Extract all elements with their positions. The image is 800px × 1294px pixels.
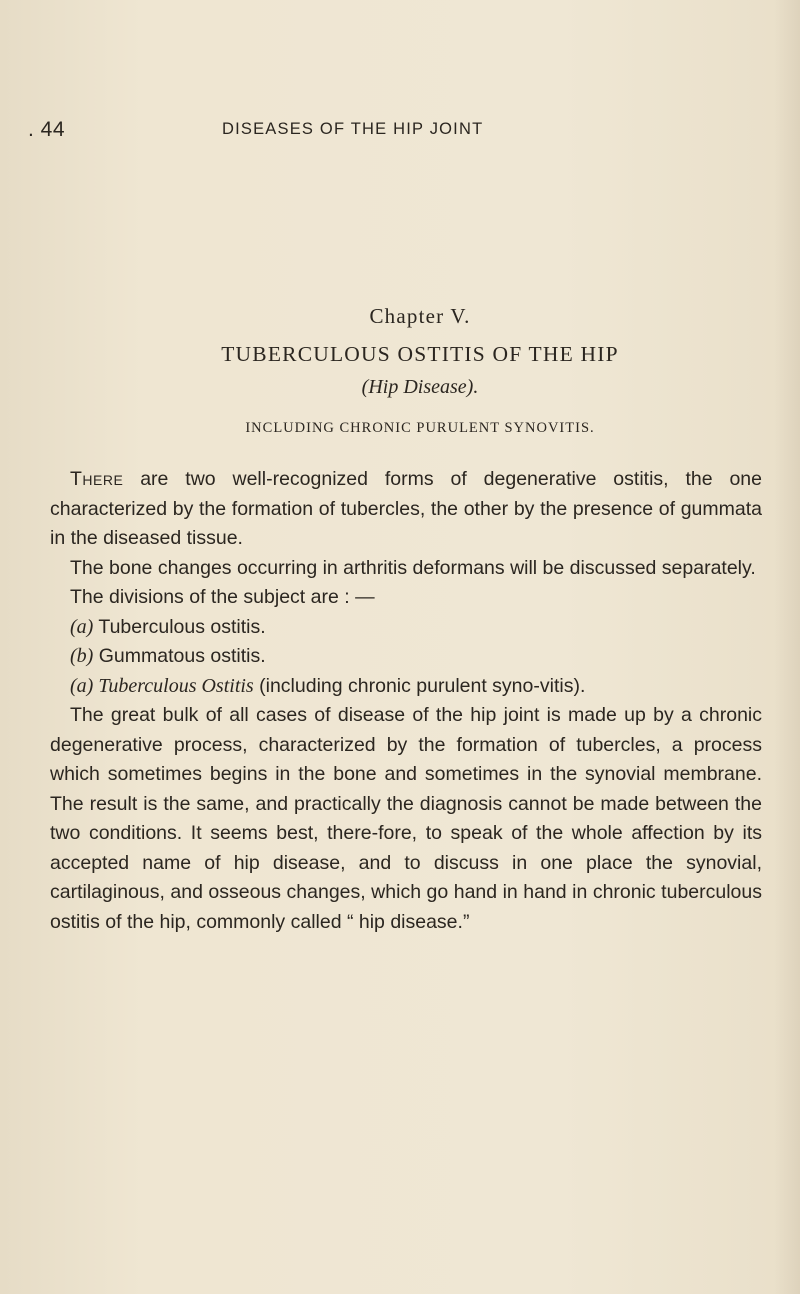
body-text bbox=[50, 465, 762, 937]
chapter-subtitle: (Hip Disease). bbox=[361, 376, 479, 398]
section-a-heading bbox=[50, 672, 762, 702]
paragraph-divisions: The divisions of the subject are : — bbox=[70, 586, 375, 608]
drop-lead-word: There bbox=[70, 468, 124, 490]
page-edge-shadow bbox=[774, 0, 800, 1294]
list-item-b bbox=[50, 642, 762, 672]
running-head bbox=[0, 118, 800, 148]
section-a-marker: (a) bbox=[70, 674, 94, 697]
section-a-rest: (including chronic purulent syno-vitis). bbox=[253, 674, 586, 697]
paragraph-intro-text: are two well-recognized forms of degenerative ostitis, the one characterized by the formation of tubercles, the other by the presence of gummata in the diseased tissue. bbox=[50, 468, 762, 549]
list-marker-a: (a) bbox=[70, 615, 94, 638]
section-a-title: Tuberculous Ostitis bbox=[93, 674, 254, 697]
paragraph-bone-changes: The bone changes occurring in arthritis deformans will be discussed separately. bbox=[70, 556, 756, 579]
list-marker-b: (b) bbox=[70, 645, 94, 667]
chapter-including-line: INCLUDING CHRONIC PURULENT SYNOVITIS. bbox=[245, 420, 595, 436]
list-item-b-text: Gummatous ostitis. bbox=[93, 645, 266, 667]
paragraph-intro bbox=[50, 465, 762, 554]
list-item-a-text: Tuberculous ostitis. bbox=[93, 615, 266, 638]
list-item-a bbox=[50, 613, 762, 643]
page-number: . 44 bbox=[28, 118, 66, 141]
chapter-label: Chapter V. bbox=[369, 304, 471, 328]
paragraph-main: The great bulk of all cases of disease of the hip joint is made up by a chronic degenerative process, characterized by the formation of tubercles, a process which sometimes begins in the bone and sometimes in the synovial membrane. The result is the same, and practically the diagnosis cannot be made between the two conditions. It seems best, there-fore, to speak of the whole affection by its accepted name of hip disease, and to discuss in one place the synovial, cartilaginous, and osseous changes, which go hand in hand in chronic tuberculous ostitis of the hip, commonly called “ hip disease.” bbox=[50, 704, 762, 933]
running-title: DISEASES OF THE HIP JOINT bbox=[222, 120, 484, 138]
chapter-title: TUBERCULOUS OSTITIS OF THE HIP bbox=[221, 342, 619, 366]
